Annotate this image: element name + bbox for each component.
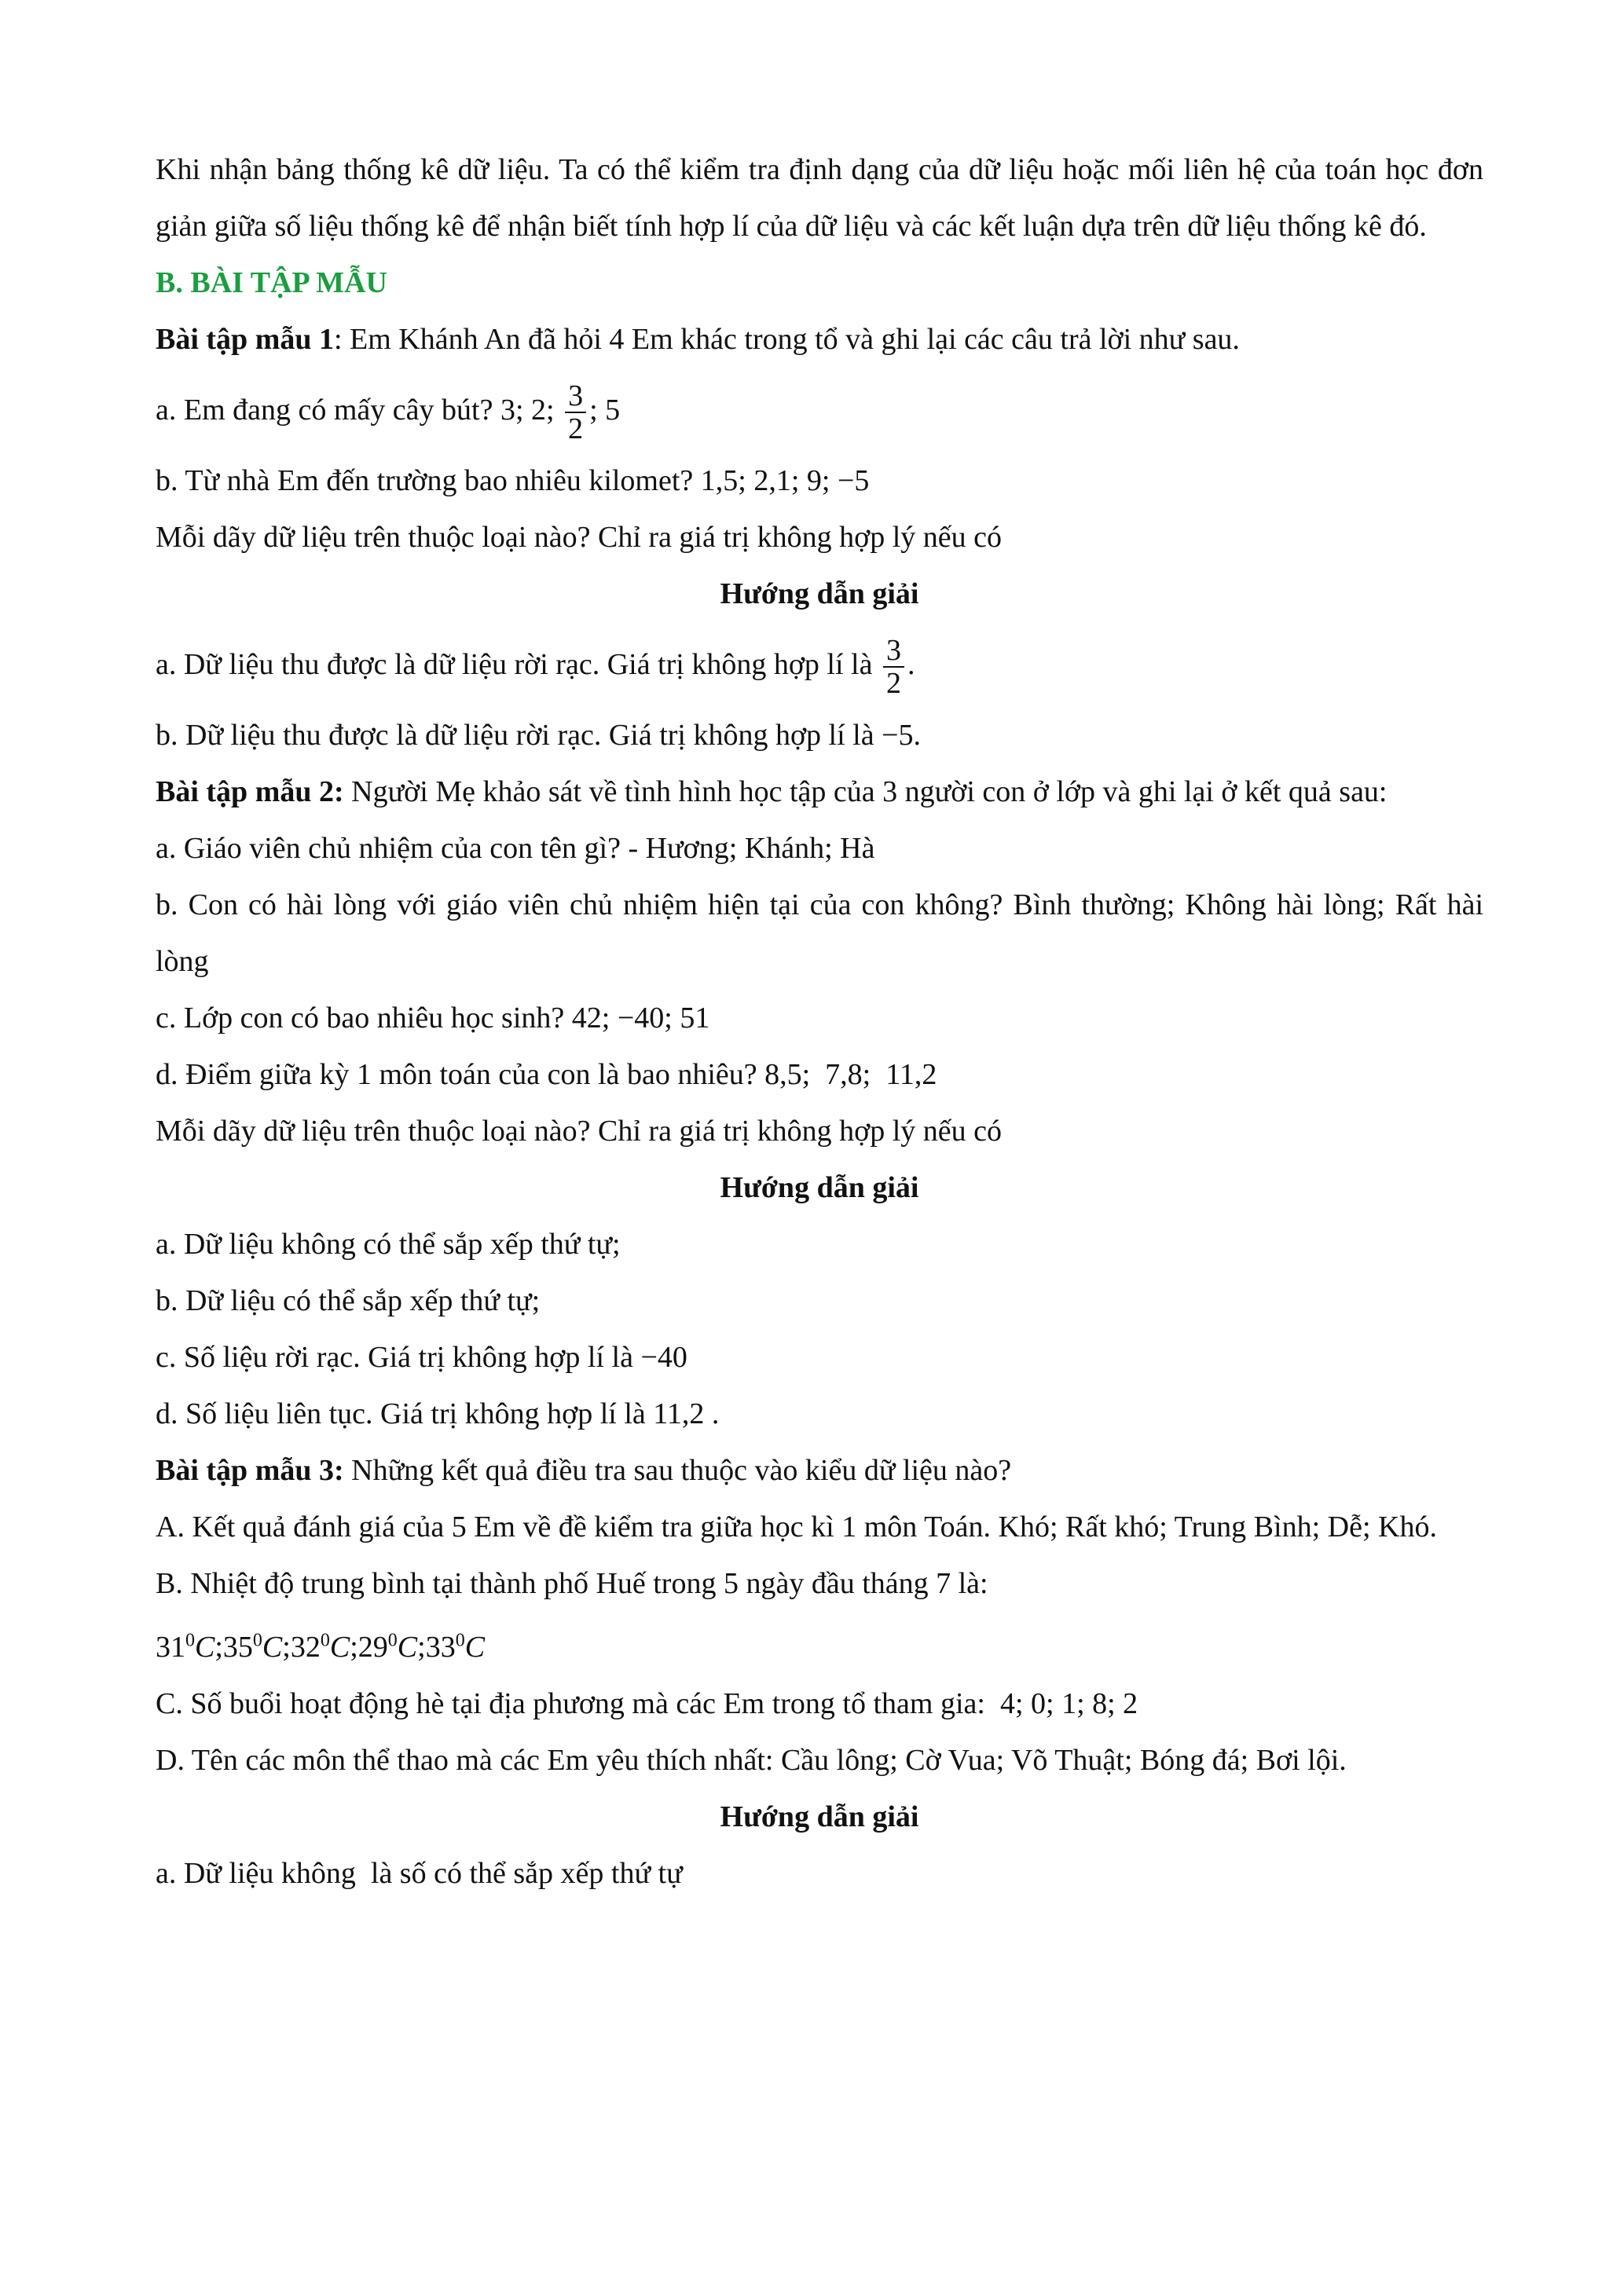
exercise-2-item-a: a. Giáo viên chủ nhiệm của con tên gì? - Hương; Khánh; Hà bbox=[156, 832, 875, 865]
exercise-2-label: Bài tập mẫu 2: bbox=[156, 775, 344, 808]
exercise-2-guide-title: Hướng dẫn giải bbox=[720, 1171, 919, 1204]
exercise-2-answer-b: b. Dữ liệu có thể sắp xếp thứ tự; bbox=[156, 1284, 541, 1317]
fraction: $\frac{3}{2}$ bbox=[883, 635, 904, 699]
exercise-2-answer-c: c. Số liệu rời rạc. Giá trị không hợp lí là −40 bbox=[156, 1341, 687, 1374]
temp-2: $35^0C$ bbox=[222, 1630, 283, 1664]
exercise-3-item-B: B. Nhiệt độ trung bình tại thành phố Huế trong 5 ngày đầu tháng 7 là: bbox=[156, 1567, 988, 1600]
exercise-1-question: Mỗi dãy dữ liệu trên thuộc loại nào? Chỉ ra giá trị không hợp lý nếu có bbox=[156, 521, 1003, 554]
exercise-3-item-C: C. Số buổi hoạt động hè tại địa phương mà các Em trong tổ tham gia: 4; 0; 1; 8; 2 bbox=[156, 1686, 1138, 1720]
section-heading: B. BÀI TẬP MẪU bbox=[156, 266, 387, 299]
temp-1: $31^0C$ bbox=[156, 1630, 215, 1664]
exercise-2-statement: Bài tập mẫu 2: Người Mẹ khảo sát về tình hình học tập của 3 người con ở lớp và ghi lại ở kết quả sau: bbox=[156, 775, 1388, 808]
intro-paragraph: Khi nhận bảng thống kê dữ liệu. Ta có thể kiểm tra định dạng của dữ liệu hoặc mối liên hệ của toán học đơn giản giữa số liệu thống kê để nhận biết tính hợp lí của dữ liệu và các kết luận dựa trên dữ liệu thống kê đó. bbox=[156, 153, 1483, 243]
exercise-2-item-c: c. Lớp con có bao nhiêu học sinh? 42; −40; 51 bbox=[156, 1002, 710, 1034]
exercise-3-label: Bài tập mẫu 3: bbox=[156, 1454, 344, 1487]
exercise-3-answer-a: a. Dữ liệu không là số có thể sắp xếp thứ tự bbox=[156, 1856, 683, 1890]
exercise-1-label: Bài tập mẫu 1 bbox=[156, 323, 334, 356]
exercise-3-item-A: A. Kết quả đánh giá của 5 Em về đề kiểm tra giữa học kì 1 môn Toán. Khó; Rất khó; Trung Bình; Dễ; Khó. bbox=[156, 1511, 1437, 1543]
exercise-1-statement: Bài tập mẫu 1: Em Khánh An đã hỏi 4 Em khác trong tổ và ghi lại các câu trả lời như sau. bbox=[156, 323, 1240, 356]
exercise-2-item-b: b. Con có hài lòng với giáo viên chủ nhiệm hiện tại của con không? Bình thường; Không hài lòng; Rất hài lòng bbox=[156, 888, 1483, 978]
exercise-1-answer-b: b. Dữ liệu thu được là dữ liệu rời rạc. Giá trị không hợp lí là −5. bbox=[156, 719, 922, 752]
exercise-1-guide-title: Hướng dẫn giải bbox=[720, 577, 919, 610]
exercise-1-item-b: b. Từ nhà Em đến trường bao nhiêu kilomet? 1,5; 2,1; 9; −5 bbox=[156, 464, 870, 497]
exercise-2-answer-d: d. Số liệu liên tục. Giá trị không hợp lí là 11,2 . bbox=[156, 1397, 720, 1430]
temp-5: $33^0C$ bbox=[425, 1630, 486, 1664]
exercise-2-answer-a: a. Dữ liệu không có thể sắp xếp thứ tự; bbox=[156, 1228, 621, 1261]
exercise-2-item-d: d. Điểm giữa kỳ 1 môn toán của con là bao nhiêu? 8,5; 7,8; 11,2 bbox=[156, 1058, 937, 1091]
document-page bbox=[156, 141, 1483, 1902]
exercise-2-question: Mỗi dãy dữ liệu trên thuộc loại nào? Chỉ ra giá trị không hợp lý nếu có bbox=[156, 1115, 1003, 1148]
exercise-3-statement: Bài tập mẫu 3: Những kết quả điều tra sau thuộc vào kiểu dữ liệu nào? bbox=[156, 1454, 1012, 1487]
fraction: $\frac{3}{2}$ bbox=[565, 380, 586, 445]
exercise-1-item-a: a. Em đang có mấy cây bút? 3; 2; $\frac{3}{2}$ ; 5 bbox=[156, 379, 621, 446]
exercise-1-answer-a: a. Dữ liệu thu được là dữ liệu rời rạc. Giá trị không hợp lí là $\frac{3}{2}$ . bbox=[156, 634, 915, 701]
exercise-3-temperatures: $31^0C;35^0C;32^0C;29^0C;33^0C$ bbox=[156, 1630, 486, 1664]
temp-4: $29^0C$ bbox=[357, 1630, 418, 1664]
exercise-3-guide-title: Hướng dẫn giải bbox=[720, 1800, 919, 1833]
exercise-3-item-D: D. Tên các môn thể thao mà các Em yêu thích nhất: Cầu lông; Cờ Vua; Võ Thuật; Bóng đá; Bơi lội. bbox=[156, 1743, 1347, 1777]
temp-3: $32^0C$ bbox=[290, 1630, 350, 1664]
